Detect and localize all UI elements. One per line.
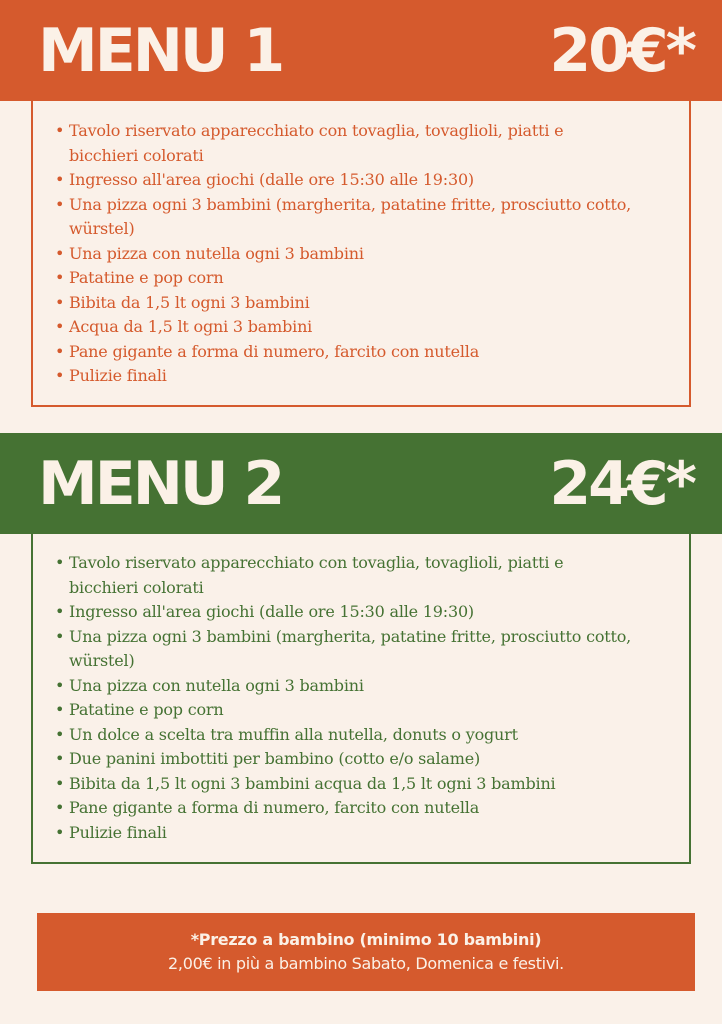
list-item-text: Pane gigante a forma di numero, farcito con nutella bbox=[69, 341, 480, 361]
menu1-price: 20€* bbox=[549, 15, 694, 86]
bullet-icon: • bbox=[55, 268, 65, 287]
bullet-icon: • bbox=[55, 602, 65, 621]
list-item bbox=[55, 674, 635, 699]
bullet-icon: • bbox=[55, 243, 65, 263]
bullet-icon: • bbox=[55, 700, 65, 719]
bullet-icon: • bbox=[55, 773, 65, 793]
menu1-header bbox=[0, 0, 722, 101]
list-item-text: Una pizza ogni 3 bambini (margherita, patatine fritte, prosciutto cotto, würstel) bbox=[69, 626, 632, 670]
list-item bbox=[55, 364, 635, 389]
menu1-title: MENU 1 bbox=[38, 15, 283, 86]
menu1-panel bbox=[31, 101, 691, 407]
list-item bbox=[55, 796, 635, 821]
list-item bbox=[55, 723, 635, 748]
list-item-text: Una pizza ogni 3 bambini (margherita, patatine fritte, prosciutto cotto, würstel) bbox=[69, 194, 632, 238]
menu1-items bbox=[55, 119, 635, 389]
list-item-text: Patatine e pop corn bbox=[69, 268, 224, 287]
list-item bbox=[55, 193, 635, 242]
list-item-text: Una pizza con nutella ogni 3 bambini bbox=[69, 675, 364, 695]
price-note-detail: 2,00€ in più a bambino Sabato, Domenica e festivi. bbox=[168, 954, 564, 973]
bullet-icon: • bbox=[55, 317, 65, 336]
bullet-icon: • bbox=[55, 724, 65, 744]
list-item-text: Patatine e pop corn bbox=[69, 700, 224, 719]
menu2-items bbox=[55, 551, 635, 845]
list-item-text: Una pizza con nutella ogni 3 bambini bbox=[69, 243, 364, 263]
list-item-text: Ingresso all'area giochi (dalle ore 15:30 alle 19:30) bbox=[69, 170, 474, 189]
price-note-box bbox=[37, 913, 695, 991]
bullet-icon: • bbox=[55, 798, 65, 817]
list-item-text: Due panini imbottiti per bambino (cotto e/o salame) bbox=[69, 749, 481, 768]
list-item bbox=[55, 821, 635, 846]
list-item-text: Tavolo riservato apparecchiato con tovaglia, tovaglioli, piatti e bicchieri colorati bbox=[69, 121, 564, 165]
bullet-icon: • bbox=[55, 626, 65, 646]
list-item-text: Un dolce a scelta tra muffin alla nutella, donuts o yogurt bbox=[69, 724, 518, 744]
list-item bbox=[55, 551, 635, 600]
list-item bbox=[55, 242, 635, 267]
list-item-text: Tavolo riservato apparecchiato con tovaglia, tovaglioli, piatti e bicchieri colorati bbox=[69, 553, 564, 597]
bullet-icon: • bbox=[55, 822, 65, 842]
bullet-icon: • bbox=[55, 121, 65, 140]
list-item bbox=[55, 266, 635, 291]
list-item bbox=[55, 698, 635, 723]
bullet-icon: • bbox=[55, 292, 65, 312]
list-item-text: Bibita da 1,5 lt ogni 3 bambini acqua da 1,5 lt ogni 3 bambini bbox=[69, 773, 556, 793]
list-item bbox=[55, 772, 635, 797]
list-item-text: Pulizie finali bbox=[69, 366, 167, 385]
bullet-icon: • bbox=[55, 341, 65, 361]
list-item-text: Ingresso all'area giochi (dalle ore 15:30 alle 19:30) bbox=[69, 602, 474, 621]
bullet-icon: • bbox=[55, 366, 65, 385]
bullet-icon: • bbox=[55, 749, 65, 768]
bullet-icon: • bbox=[55, 675, 65, 695]
list-item-text: Pulizie finali bbox=[69, 822, 167, 842]
list-item bbox=[55, 747, 635, 772]
menu2-header bbox=[0, 433, 722, 534]
list-item bbox=[55, 340, 635, 365]
list-item bbox=[55, 315, 635, 340]
menu2-title: MENU 2 bbox=[38, 448, 283, 519]
bullet-icon: • bbox=[55, 170, 65, 189]
list-item bbox=[55, 119, 635, 168]
bullet-icon: • bbox=[55, 553, 65, 572]
list-item bbox=[55, 625, 635, 674]
menu2-price: 24€* bbox=[549, 448, 694, 519]
list-item bbox=[55, 168, 635, 193]
menu2-panel bbox=[31, 534, 691, 864]
list-item-text: Bibita da 1,5 lt ogni 3 bambini bbox=[69, 292, 310, 312]
list-item-text: Pane gigante a forma di numero, farcito con nutella bbox=[69, 798, 480, 817]
bullet-icon: • bbox=[55, 194, 65, 214]
list-item-text: Acqua da 1,5 lt ogni 3 bambini bbox=[69, 317, 313, 336]
price-note-title: *Prezzo a bambino (minimo 10 bambini) bbox=[190, 930, 542, 949]
list-item bbox=[55, 291, 635, 316]
list-item bbox=[55, 600, 635, 625]
